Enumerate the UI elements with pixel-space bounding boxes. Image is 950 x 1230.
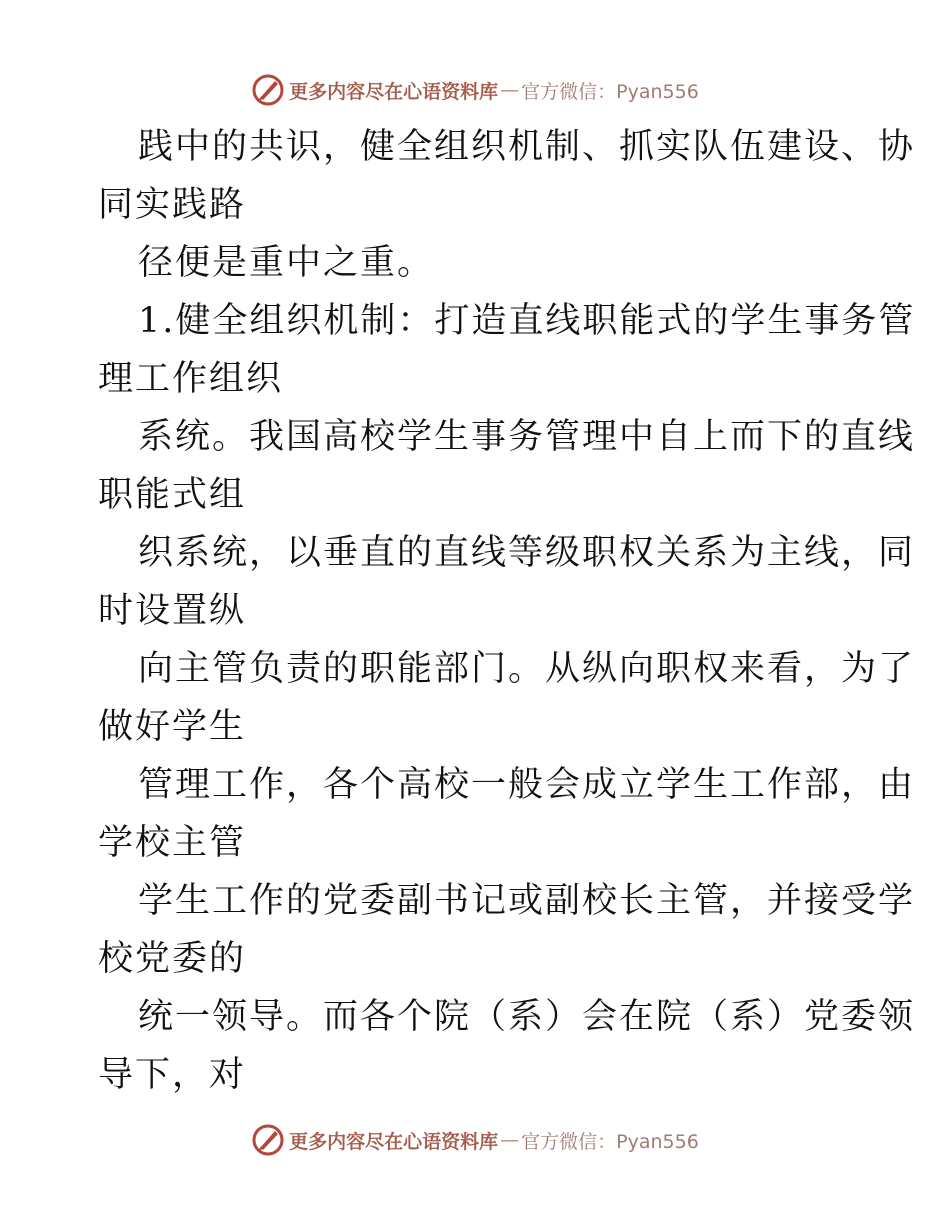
- header-watermark-wechat: 官方微信：Pyan556: [521, 80, 699, 103]
- body-line-8: 织系统，以垂直的直线等级职权关系为主线，同: [138, 533, 916, 573]
- document-body: [98, 118, 916, 1104]
- body-line-17: 导下，对: [98, 1055, 247, 1095]
- header-watermark-dash: —: [500, 79, 520, 101]
- body-line-7: 职能式组: [98, 475, 247, 515]
- body-line-5: 理工作组织: [98, 359, 284, 399]
- body-line-6: 系统。我国高校学生事务管理中自上而下的直线: [138, 417, 916, 457]
- body-line-1: 践中的共识，健全组织机制、抓实队伍建设、协: [138, 127, 916, 167]
- header-watermark: [0, 70, 950, 110]
- body-line-16: 统一领导。而各个院（系）会在院（系）党委领: [138, 997, 916, 1037]
- body-line-10: 向主管负责的职能部门。从纵向职权来看，为了: [138, 649, 916, 689]
- quill-pen-logo-icon: [251, 73, 285, 107]
- body-line-2: 同实践路: [98, 185, 247, 225]
- body-line-13: 学校主管: [98, 823, 247, 863]
- header-watermark-lead: 更多内容尽在心语资料库: [289, 80, 499, 103]
- body-line-4: 1.健全组织机制：打造直线职能式的学生事务管: [138, 301, 916, 341]
- footer-watermark-lead: 更多内容尽在心语资料库: [289, 1130, 499, 1153]
- body-line-14: 学生工作的党委副书记或副校长主管，并接受学: [138, 881, 916, 921]
- quill-pen-logo-icon: [251, 1123, 285, 1157]
- body-line-11: 做好学生: [98, 707, 247, 747]
- footer-watermark-dash: —: [500, 1129, 520, 1151]
- body-line-15: 校党委的: [98, 939, 247, 979]
- footer-watermark: [0, 1120, 950, 1160]
- footer-watermark-wechat: 官方微信：Pyan556: [521, 1130, 699, 1153]
- body-line-3: 径便是重中之重。: [138, 243, 435, 283]
- body-line-9: 时设置纵: [98, 591, 247, 631]
- body-line-12: 管理工作，各个高校一般会成立学生工作部，由: [138, 765, 916, 805]
